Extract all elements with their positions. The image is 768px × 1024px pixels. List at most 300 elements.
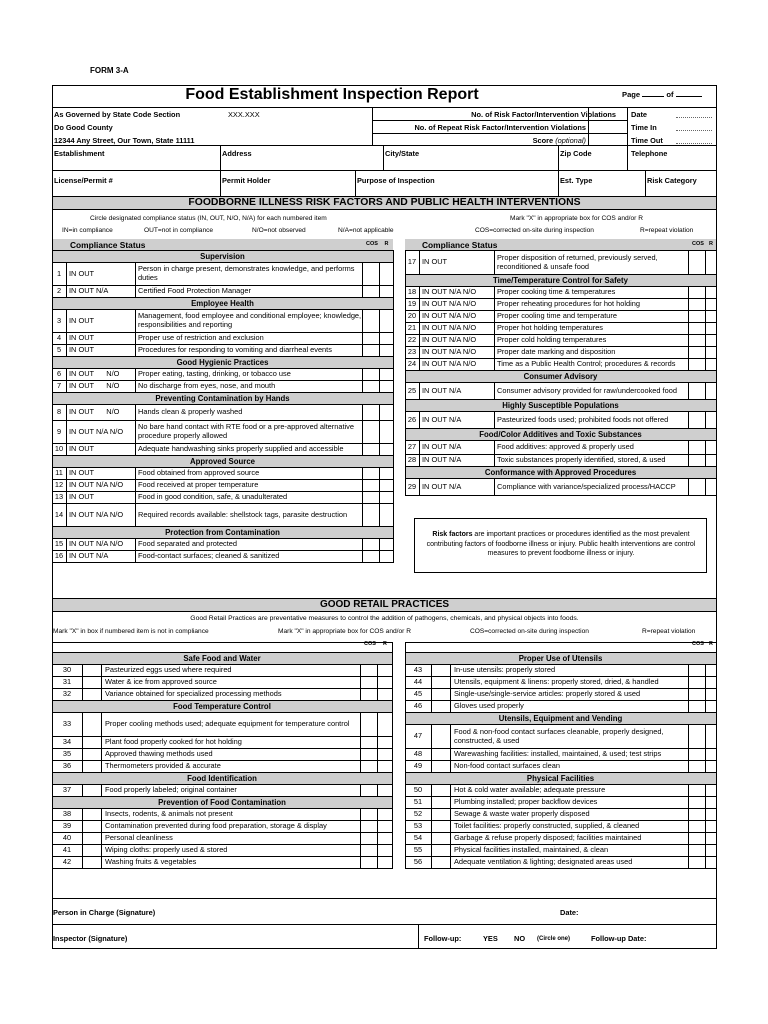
repeat-checkbox[interactable] [705, 359, 716, 370]
risk-category-field[interactable]: Risk Category [647, 176, 697, 185]
compliance-status-options[interactable]: IN OUT N/O [67, 381, 136, 392]
cos-checkbox[interactable] [360, 833, 377, 844]
item-description: Food properly labeled; original container [105, 785, 237, 795]
repeat-checkbox[interactable] [377, 833, 392, 844]
item-number: 44 [405, 677, 432, 688]
violation-checkbox[interactable] [432, 821, 451, 832]
repeat-checkbox[interactable] [377, 785, 392, 796]
repeat-checkbox[interactable] [379, 333, 393, 344]
cos-checkbox[interactable] [688, 383, 705, 399]
cos-checkbox[interactable] [688, 359, 705, 370]
risk-item-row [52, 332, 393, 344]
item-description: Wiping cloths: properly used & stored [105, 845, 228, 855]
purpose-field[interactable]: Purpose of Inspection [357, 176, 435, 185]
cos-checkbox[interactable] [362, 444, 379, 455]
cos-checkbox[interactable] [688, 725, 705, 748]
compliance-status-options[interactable]: IN OUT [67, 310, 136, 332]
repeat-checkbox[interactable] [377, 689, 392, 700]
item-number: 21 [405, 323, 420, 334]
item-number: 29 [405, 479, 420, 495]
compliance-status-options[interactable]: IN OUT N/A [420, 441, 495, 454]
cos-checkbox[interactable] [688, 845, 705, 856]
risk-item-row [405, 310, 716, 322]
compliance-status-options[interactable]: IN OUT N/O [67, 369, 136, 380]
est-type-field[interactable]: Est. Type [560, 176, 593, 185]
risk-item-row [52, 420, 393, 443]
compliance-status-options[interactable]: IN OUT [420, 251, 495, 274]
compliance-status-options[interactable]: IN OUT N/O [67, 405, 136, 420]
cos-checkbox[interactable] [688, 809, 705, 820]
compliance-status-options[interactable]: IN OUT N/A N/O [67, 504, 136, 526]
risk-item-row [52, 344, 393, 356]
section-header: Protection from Contamination [52, 526, 393, 538]
item-description: Utensils, equipment & linens: properly stored, dried, & handled [454, 677, 659, 687]
date-label: Date [631, 110, 648, 119]
item-number: 55 [405, 845, 432, 856]
item-number: 30 [52, 665, 83, 676]
repeat-checkbox[interactable] [705, 701, 716, 712]
retail-item-row [405, 820, 716, 832]
compliance-status-options[interactable]: IN OUT N/A N/O [420, 299, 495, 310]
page-number: Page of [622, 91, 702, 99]
repeat-checkbox[interactable] [705, 809, 716, 820]
cos-checkbox[interactable] [362, 421, 379, 443]
compliance-status-options[interactable]: IN OUT N/A [420, 412, 495, 428]
compliance-status-options[interactable]: IN OUT N/A N/O [420, 287, 495, 298]
violation-checkbox[interactable] [432, 809, 451, 820]
repeat-checkbox[interactable] [377, 749, 392, 760]
cos-checkbox[interactable] [360, 665, 377, 676]
cos-checkbox[interactable] [688, 761, 705, 772]
retail-item-row [52, 676, 392, 688]
item-number: 28 [405, 455, 420, 466]
cos-checkbox[interactable] [688, 689, 705, 700]
repeat-checkbox[interactable] [705, 311, 716, 322]
repeat-checkbox[interactable] [377, 845, 392, 856]
cos-checkbox[interactable] [688, 479, 705, 495]
repeat-checkbox[interactable] [705, 845, 716, 856]
retail-item-row [405, 796, 716, 808]
item-number: 46 [405, 701, 432, 712]
repeat-checkbox[interactable] [377, 665, 392, 676]
establishment-field[interactable]: Establishment [54, 149, 105, 158]
repeat-checkbox[interactable] [379, 369, 393, 380]
repeat-checkbox[interactable] [379, 286, 393, 297]
risk-violations-label: No. of Risk Factor/Intervention Violations [471, 110, 616, 119]
item-number: 37 [52, 785, 83, 796]
inspector-signature-label: Inspector (Signature) [53, 934, 128, 943]
legend-no: N/O=not observed [252, 227, 306, 234]
cos-checkbox[interactable] [688, 347, 705, 358]
cos-checkbox[interactable] [688, 701, 705, 712]
violation-checkbox[interactable] [432, 749, 451, 760]
cos-checkbox[interactable] [688, 323, 705, 334]
item-number: 15 [52, 539, 67, 550]
repeat-checkbox[interactable] [379, 310, 393, 332]
compliance-status-options[interactable]: IN OUT [67, 263, 136, 285]
city-state-field[interactable]: City/State [385, 149, 420, 158]
risk-item-row [405, 298, 716, 310]
cos-checkbox[interactable] [688, 251, 705, 274]
item-description: Variance obtained for specialized processing methods [105, 689, 282, 699]
repeat-checkbox[interactable] [379, 381, 393, 392]
section-header: Safe Food and Water [52, 652, 392, 664]
item-number: 7 [52, 381, 67, 392]
item-description: Food obtained from approved source [138, 468, 260, 478]
item-number: 9 [52, 421, 67, 443]
risk-item-row [52, 368, 393, 380]
repeat-checkbox[interactable] [377, 857, 392, 868]
item-description: Garbage & refuse properly disposed; facilities maintained [454, 833, 642, 843]
cos-checkbox[interactable] [362, 504, 379, 526]
item-description: Proper eating, tasting, drinking, or tobacco use [138, 369, 291, 379]
violation-checkbox[interactable] [83, 785, 102, 796]
compliance-status-options[interactable]: IN OUT N/A N/O [420, 311, 495, 322]
retail-item-row [52, 760, 392, 772]
item-number: 12 [52, 480, 67, 491]
item-number: 8 [52, 405, 67, 420]
cos-checkbox[interactable] [688, 335, 705, 346]
retail-item-row [405, 760, 716, 772]
retail-legend-r: R=repeat violation [642, 628, 696, 635]
cos-checkbox[interactable] [688, 441, 705, 454]
compliance-status-options[interactable]: IN OUT N/A N/O [67, 421, 136, 443]
compliance-status-options[interactable]: IN OUT N/A N/O [420, 359, 495, 370]
item-description: Contamination prevented during food preparation, storage & display [105, 821, 327, 831]
risk-instruction-right: Mark "X" in appropriate box for COS and/or R [510, 215, 643, 222]
retail-left-cos: COS [364, 641, 376, 647]
violation-checkbox[interactable] [432, 677, 451, 688]
cos-checkbox[interactable] [688, 833, 705, 844]
cos-checkbox[interactable] [362, 381, 379, 392]
repeat-checkbox[interactable] [705, 287, 716, 298]
pic-signature-field[interactable] [185, 906, 555, 920]
item-description: Food additives: approved & properly used [497, 442, 634, 452]
repeat-checkbox[interactable] [705, 383, 716, 399]
repeat-checkbox[interactable] [379, 539, 393, 550]
repeat-checkbox[interactable] [705, 857, 716, 868]
item-description: Thermometers provided & accurate [105, 761, 221, 771]
section-header: Proper Use of Utensils [405, 652, 716, 664]
compliance-status-options[interactable]: IN OUT N/A [420, 455, 495, 466]
retail-item-row [52, 832, 392, 844]
section-header: Preventing Contamination by Hands [52, 392, 393, 404]
cos-checkbox[interactable] [688, 287, 705, 298]
item-description: Proper hot holding temperatures [497, 323, 603, 333]
repeat-checkbox[interactable] [705, 785, 716, 796]
item-number: 26 [405, 412, 420, 428]
item-number: 17 [405, 251, 420, 274]
cos-checkbox[interactable] [688, 455, 705, 466]
cos-checkbox[interactable] [360, 845, 377, 856]
retail-item-row [52, 748, 392, 760]
cos-checkbox[interactable] [362, 539, 379, 550]
risk-item-row [405, 346, 716, 358]
retail-item-row [52, 820, 392, 832]
repeat-checkbox[interactable] [377, 809, 392, 820]
risk-instruction-left: Circle designated compliance status (IN, OUT, N/O, N/A) for each numbered item [90, 215, 327, 222]
repeat-checkbox[interactable] [705, 749, 716, 760]
cos-checkbox[interactable] [360, 809, 377, 820]
item-number: 34 [52, 737, 83, 748]
item-number: 11 [52, 468, 67, 479]
repeat-checkbox[interactable] [379, 504, 393, 526]
repeat-checkbox[interactable] [705, 797, 716, 808]
repeat-checkbox[interactable] [377, 737, 392, 748]
item-description: Adequate ventilation & lighting; designated areas used [454, 857, 633, 867]
violation-checkbox[interactable] [83, 821, 102, 832]
cos-checkbox[interactable] [688, 797, 705, 808]
cos-checkbox[interactable] [362, 369, 379, 380]
compliance-status-options[interactable]: IN OUT N/A N/O [67, 539, 136, 550]
cos-checkbox[interactable] [362, 492, 379, 503]
repeat-checkbox[interactable] [705, 251, 716, 274]
violation-checkbox[interactable] [432, 785, 451, 796]
followup-yes[interactable]: YES [483, 934, 498, 943]
repeat-checkbox[interactable] [377, 821, 392, 832]
cos-checkbox[interactable] [362, 345, 379, 356]
repeat-checkbox[interactable] [705, 677, 716, 688]
risk-item-row [52, 380, 393, 392]
cos-checkbox[interactable] [362, 310, 379, 332]
repeat-checkbox[interactable] [705, 299, 716, 310]
item-description: Physical facilities installed, maintained, & clean [454, 845, 609, 855]
item-description: Required records available: shellstock tags, parasite destruction [138, 509, 348, 519]
cos-checkbox[interactable] [362, 551, 379, 562]
repeat-checkbox[interactable] [379, 345, 393, 356]
compliance-status-options[interactable]: IN OUT N/A [67, 551, 136, 562]
retail-right-r: R [709, 641, 713, 647]
compliance-status-options[interactable]: IN OUT [67, 345, 136, 356]
cos-checkbox[interactable] [360, 737, 377, 748]
compliance-status-options[interactable]: IN OUT N/A [67, 286, 136, 297]
risk-item-row [52, 550, 393, 562]
repeat-checkbox[interactable] [705, 455, 716, 466]
retail-mark-mid: Mark "X" in appropriate box for COS and/or R [278, 628, 411, 635]
repeat-checkbox[interactable] [377, 713, 392, 736]
cos-checkbox[interactable] [688, 311, 705, 322]
repeat-checkbox[interactable] [705, 725, 716, 748]
item-number: 40 [52, 833, 83, 844]
repeat-checkbox[interactable] [705, 833, 716, 844]
cos-checkbox[interactable] [688, 785, 705, 796]
retail-section-title: GOOD RETAIL PRACTICES [53, 599, 716, 611]
violation-checkbox[interactable] [83, 737, 102, 748]
cos-checkbox[interactable] [360, 677, 377, 688]
compliance-status-options[interactable]: IN OUT [67, 468, 136, 479]
violation-checkbox[interactable] [432, 665, 451, 676]
repeat-checkbox[interactable] [705, 412, 716, 428]
item-description: Approved thawing methods used [105, 749, 213, 759]
violation-checkbox[interactable] [432, 725, 451, 748]
repeat-checkbox[interactable] [377, 677, 392, 688]
risk-item-row [52, 479, 393, 491]
section-header: Employee Health [52, 297, 393, 309]
right-compliance-status: Compliance Status [422, 240, 498, 250]
item-number: 18 [405, 287, 420, 298]
repeat-checkbox[interactable] [377, 761, 392, 772]
cos-checkbox[interactable] [362, 468, 379, 479]
circle-one-note: (Circle one) [537, 936, 571, 942]
compliance-status-options[interactable]: IN OUT [67, 444, 136, 455]
item-number: 51 [405, 797, 432, 808]
inspector-signature-field[interactable] [150, 930, 414, 946]
repeat-checkbox[interactable] [705, 689, 716, 700]
compliance-status-options[interactable]: IN OUT [67, 492, 136, 503]
violation-checkbox[interactable] [432, 689, 451, 700]
item-description: Food separated and protected [138, 539, 238, 549]
compliance-status-options[interactable]: IN OUT N/A [420, 479, 495, 495]
item-description: Food in good condition, safe, & unadulterated [138, 492, 288, 502]
telephone-field[interactable]: Telephone [631, 149, 668, 158]
compliance-status-options[interactable]: IN OUT N/A N/O [420, 323, 495, 334]
risk-item-row [52, 309, 393, 332]
item-number: 2 [52, 286, 67, 297]
violation-checkbox[interactable] [432, 761, 451, 772]
cos-checkbox[interactable] [688, 412, 705, 428]
violation-checkbox[interactable] [83, 857, 102, 868]
repeat-checkbox[interactable] [379, 551, 393, 562]
risk-item-row [405, 250, 716, 274]
cos-checkbox[interactable] [362, 286, 379, 297]
cos-checkbox[interactable] [360, 761, 377, 772]
retail-item-row [52, 844, 392, 856]
item-number: 23 [405, 347, 420, 358]
retail-item-row [52, 784, 392, 796]
item-number: 6 [52, 369, 67, 380]
item-description: Insects, rodents, & animals not present [105, 809, 233, 819]
section-header: Food Identification [52, 772, 392, 784]
repeat-checkbox[interactable] [379, 421, 393, 443]
governed-label: As Governed by State Code Section [54, 110, 181, 119]
repeat-checkbox[interactable] [705, 665, 716, 676]
cos-checkbox[interactable] [362, 263, 379, 285]
section-header: Food/Color Additives and Toxic Substances [405, 428, 716, 440]
cos-checkbox[interactable] [360, 749, 377, 760]
compliance-status-options[interactable]: IN OUT N/A N/O [420, 347, 495, 358]
repeat-checkbox[interactable] [705, 323, 716, 334]
cos-checkbox[interactable] [360, 713, 377, 736]
repeat-checkbox[interactable] [705, 761, 716, 772]
cos-checkbox[interactable] [688, 857, 705, 868]
item-description: Single-use/single-service articles: properly stored & used [454, 689, 641, 699]
item-number: 32 [52, 689, 83, 700]
item-number: 25 [405, 383, 420, 399]
address-field[interactable]: Address [222, 149, 252, 158]
cos-checkbox[interactable] [360, 689, 377, 700]
item-number: 13 [52, 492, 67, 503]
violation-checkbox[interactable] [83, 677, 102, 688]
violation-checkbox[interactable] [432, 701, 451, 712]
repeat-checkbox[interactable] [705, 821, 716, 832]
item-description: No bare hand contact with RTE food or a pre-approved alternative procedure properly allowed [138, 422, 354, 440]
cos-checkbox[interactable] [360, 857, 377, 868]
repeat-checkbox[interactable] [379, 263, 393, 285]
item-number: 19 [405, 299, 420, 310]
retail-item-row [52, 688, 392, 700]
cos-checkbox[interactable] [362, 333, 379, 344]
risk-item-row [52, 491, 393, 503]
violation-checkbox[interactable] [83, 749, 102, 760]
compliance-status-options[interactable]: IN OUT N/A N/O [67, 480, 136, 491]
repeat-checkbox[interactable] [705, 441, 716, 454]
permit-holder-field[interactable]: Permit Holder [222, 176, 271, 185]
cos-checkbox[interactable] [362, 480, 379, 491]
violation-checkbox[interactable] [83, 833, 102, 844]
item-number: 45 [405, 689, 432, 700]
violation-checkbox[interactable] [432, 845, 451, 856]
followup-label: Follow-up: [424, 934, 462, 943]
compliance-status-options[interactable]: IN OUT [67, 333, 136, 344]
item-description: Hot & cold water available; adequate pressure [454, 785, 606, 795]
retail-right-cos: COS [692, 641, 704, 647]
violation-checkbox[interactable] [83, 665, 102, 676]
violation-checkbox[interactable] [83, 809, 102, 820]
repeat-checkbox[interactable] [379, 480, 393, 491]
item-number: 54 [405, 833, 432, 844]
item-description: Consumer advisory provided for raw/undercooked food [497, 385, 677, 395]
item-number: 48 [405, 749, 432, 760]
item-number: 1 [52, 263, 67, 285]
retail-item-row [405, 724, 716, 748]
cos-checkbox[interactable] [688, 665, 705, 676]
cos-checkbox[interactable] [360, 821, 377, 832]
cos-checkbox[interactable] [688, 677, 705, 688]
cos-checkbox[interactable] [688, 821, 705, 832]
code-section: XXX.XXX [228, 110, 260, 119]
item-number: 49 [405, 761, 432, 772]
cos-checkbox[interactable] [688, 299, 705, 310]
retail-item-row [405, 832, 716, 844]
repeat-checkbox[interactable] [379, 468, 393, 479]
compliance-status-options[interactable]: IN OUT N/A N/O [420, 335, 495, 346]
violation-checkbox[interactable] [83, 713, 102, 736]
violation-checkbox[interactable] [83, 761, 102, 772]
repeat-checkbox[interactable] [705, 347, 716, 358]
pic-date-field[interactable] [584, 906, 712, 920]
repeat-checkbox[interactable] [705, 479, 716, 495]
repeat-checkbox[interactable] [379, 444, 393, 455]
legend-r: R=repeat violation [640, 227, 694, 234]
zip-field[interactable]: Zip Code [560, 149, 592, 158]
item-description: Plant food properly cooked for hot holding [105, 737, 242, 747]
item-number: 16 [52, 551, 67, 562]
item-description: Warewashing facilities: installed, maintained, & used; test strips [454, 749, 662, 759]
retail-item-row [405, 664, 716, 676]
license-field[interactable]: License/Permit # [54, 176, 113, 185]
violation-checkbox[interactable] [432, 833, 451, 844]
legend-out: OUT=not in compliance [144, 227, 214, 234]
violation-checkbox[interactable] [83, 689, 102, 700]
risk-item-row [405, 334, 716, 346]
cos-checkbox[interactable] [688, 749, 705, 760]
repeat-checkbox[interactable] [379, 492, 393, 503]
retail-item-row [405, 784, 716, 796]
legend-in-text: IN=in compliance [62, 227, 113, 234]
retail-item-row [405, 844, 716, 856]
repeat-checkbox[interactable] [379, 405, 393, 420]
followup-no[interactable]: NO [514, 934, 526, 943]
section-header: Highly Susceptible Populations [405, 399, 716, 411]
cos-checkbox[interactable] [360, 785, 377, 796]
violation-checkbox[interactable] [432, 857, 451, 868]
compliance-status-options[interactable]: IN OUT N/A [420, 383, 495, 399]
repeat-checkbox[interactable] [705, 335, 716, 346]
section-header: Time/Temperature Control for Safety [405, 274, 716, 286]
violation-checkbox[interactable] [83, 845, 102, 856]
cos-checkbox[interactable] [362, 405, 379, 420]
violation-checkbox[interactable] [432, 797, 451, 808]
